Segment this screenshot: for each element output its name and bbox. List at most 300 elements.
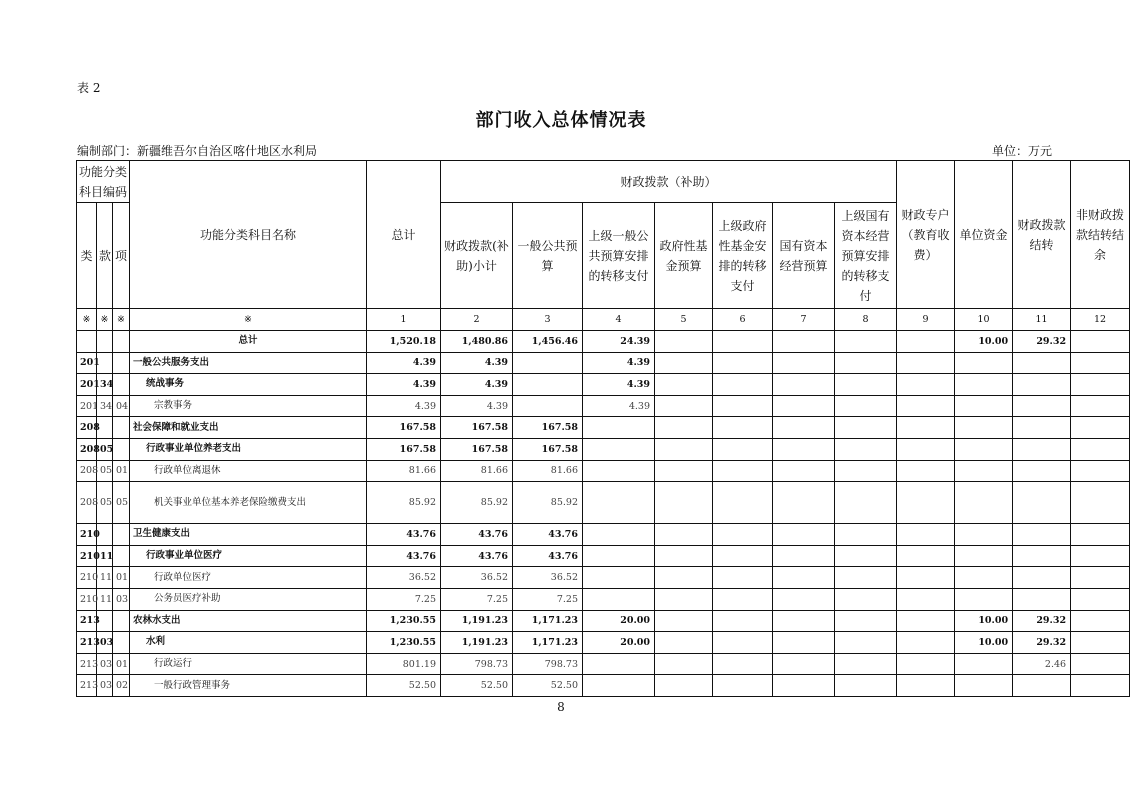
value-cell	[583, 588, 655, 610]
value-cell: 43.76	[367, 545, 441, 567]
value-cell	[835, 567, 897, 589]
value-cell: 7.25	[367, 588, 441, 610]
value-cell	[835, 460, 897, 482]
value-cell: 20.00	[583, 610, 655, 632]
value-cell	[1013, 417, 1071, 439]
value-cell	[955, 482, 1013, 524]
name-header: 功能分类科目名称	[130, 161, 367, 309]
value-cell	[1071, 374, 1130, 396]
lei-header: 类	[77, 203, 97, 309]
index-cell: 9	[897, 309, 955, 331]
xiang-cell: 01	[113, 567, 130, 589]
value-cell	[835, 524, 897, 546]
value-cell	[713, 675, 773, 697]
table-row	[77, 675, 1130, 697]
value-cell: 43.76	[367, 524, 441, 546]
value-cell	[835, 417, 897, 439]
value-cell: 52.50	[441, 675, 513, 697]
value-cell	[655, 567, 713, 589]
table-row	[77, 567, 1130, 589]
value-cell: 4.39	[441, 352, 513, 374]
page-number: 8	[557, 700, 565, 714]
value-cell	[1071, 331, 1130, 353]
value-cell	[773, 395, 835, 417]
kuan-cell: 11	[97, 588, 113, 610]
value-cell	[955, 653, 1013, 675]
value-cell	[713, 374, 773, 396]
table-row	[77, 331, 1130, 353]
value-cell: 2.46	[1013, 653, 1071, 675]
value-cell: 798.73	[513, 653, 583, 675]
value-cell: 43.76	[513, 545, 583, 567]
item-name-cell: 农林水支出	[130, 610, 367, 632]
value-cell	[655, 610, 713, 632]
value-cell	[835, 632, 897, 654]
value-cell	[1071, 675, 1130, 697]
item-name-cell: 社会保障和就业支出	[130, 417, 367, 439]
value-cell: 1,230.55	[367, 632, 441, 654]
index-cell: ※	[97, 309, 113, 331]
value-cell	[773, 417, 835, 439]
xiang-cell: 04	[113, 395, 130, 417]
item-name-cell: 行政事业单位养老支出	[130, 438, 367, 460]
value-cell: 52.50	[513, 675, 583, 697]
value-cell	[1071, 567, 1130, 589]
lei-cell: 213	[77, 653, 97, 675]
value-cell: 10.00	[955, 632, 1013, 654]
value-cell	[655, 460, 713, 482]
value-cell	[773, 675, 835, 697]
lei-cell: 210	[77, 524, 97, 546]
value-cell	[1013, 524, 1071, 546]
value-cell	[583, 545, 655, 567]
kuan-cell: 03	[97, 632, 113, 654]
value-cell: 167.58	[441, 438, 513, 460]
value-cell	[583, 567, 655, 589]
value-cell: 10.00	[955, 331, 1013, 353]
table-row	[77, 352, 1130, 374]
value-cell	[897, 460, 955, 482]
xiang-cell: 05	[113, 482, 130, 524]
table-row	[77, 610, 1130, 632]
value-cell: 43.76	[441, 524, 513, 546]
index-cell: 3	[513, 309, 583, 331]
item-name-cell: 公务员医疗补助	[130, 588, 367, 610]
value-cell: 1,191.23	[441, 610, 513, 632]
xiang-cell	[113, 352, 130, 374]
value-cell	[1071, 417, 1130, 439]
value-cell	[1013, 588, 1071, 610]
value-cell: 52.50	[367, 675, 441, 697]
value-cell: 4.39	[367, 395, 441, 417]
value-cell	[773, 567, 835, 589]
item-name-cell: 水利	[130, 632, 367, 654]
index-cell: 10	[955, 309, 1013, 331]
index-cell: 8	[835, 309, 897, 331]
value-cell: 167.58	[367, 438, 441, 460]
value-cell: 7.25	[513, 588, 583, 610]
lei-cell: 208	[77, 417, 97, 439]
item-name-cell: 行政事业单位医疗	[130, 545, 367, 567]
value-cell	[897, 482, 955, 524]
value-cell	[897, 438, 955, 460]
xiang-cell: 01	[113, 653, 130, 675]
xiang-cell	[113, 524, 130, 546]
value-cell: 43.76	[441, 545, 513, 567]
state-capital-header: 国有资本经营预算	[773, 203, 835, 309]
lei-cell: 213	[77, 675, 97, 697]
value-cell	[1071, 632, 1130, 654]
kuan-cell: 34	[97, 395, 113, 417]
value-cell	[583, 524, 655, 546]
value-cell	[1071, 460, 1130, 482]
value-cell	[955, 545, 1013, 567]
value-cell: 167.58	[513, 438, 583, 460]
value-cell	[583, 460, 655, 482]
xiang-cell	[113, 374, 130, 396]
value-cell	[955, 395, 1013, 417]
value-cell	[955, 675, 1013, 697]
value-cell: 10.00	[955, 610, 1013, 632]
value-cell	[1013, 374, 1071, 396]
value-cell	[835, 395, 897, 417]
value-cell	[773, 331, 835, 353]
lei-cell: 213	[77, 610, 97, 632]
kuan-cell: 03	[97, 653, 113, 675]
value-cell	[897, 374, 955, 396]
value-cell	[655, 653, 713, 675]
xiang-header: 项	[113, 203, 130, 309]
fiscal-subtotal-header: 财政拨款(补助)小计	[441, 203, 513, 309]
value-cell: 20.00	[583, 632, 655, 654]
value-cell	[955, 524, 1013, 546]
value-cell	[1013, 675, 1071, 697]
value-cell: 4.39	[441, 374, 513, 396]
value-cell: 798.73	[441, 653, 513, 675]
value-cell	[1071, 482, 1130, 524]
value-cell: 167.58	[367, 417, 441, 439]
value-cell: 81.66	[367, 460, 441, 482]
lei-cell: 213	[77, 632, 97, 654]
value-cell: 4.39	[367, 352, 441, 374]
value-cell	[897, 567, 955, 589]
xiang-cell	[113, 545, 130, 567]
xiang-cell	[113, 632, 130, 654]
value-cell	[1071, 438, 1130, 460]
value-cell	[955, 352, 1013, 374]
value-cell	[773, 588, 835, 610]
value-cell	[713, 417, 773, 439]
lei-cell: 201	[77, 374, 97, 396]
value-cell	[713, 588, 773, 610]
value-cell	[1071, 545, 1130, 567]
table-number: 表 2	[77, 81, 101, 95]
value-cell	[773, 610, 835, 632]
index-cell: 6	[713, 309, 773, 331]
value-cell	[1071, 653, 1130, 675]
value-cell	[955, 588, 1013, 610]
value-cell	[655, 675, 713, 697]
value-cell	[513, 395, 583, 417]
lei-cell	[77, 331, 97, 353]
value-cell	[897, 395, 955, 417]
value-cell	[713, 438, 773, 460]
value-cell	[835, 675, 897, 697]
index-cell: ※	[130, 309, 367, 331]
value-cell	[955, 438, 1013, 460]
value-cell: 36.52	[367, 567, 441, 589]
unit-label: 单位：万元	[991, 144, 1052, 158]
value-cell	[773, 524, 835, 546]
value-cell	[1013, 460, 1071, 482]
kuan-cell: 11	[97, 545, 113, 567]
value-cell: 801.19	[367, 653, 441, 675]
lei-cell: 210	[77, 545, 97, 567]
lei-cell: 201	[77, 395, 97, 417]
value-cell	[583, 675, 655, 697]
value-cell: 81.66	[441, 460, 513, 482]
index-cell: 1	[367, 309, 441, 331]
value-cell	[513, 374, 583, 396]
value-cell	[655, 331, 713, 353]
value-cell	[513, 352, 583, 374]
value-cell	[655, 417, 713, 439]
lei-cell: 208	[77, 482, 97, 524]
fiscal-carryover-header: 财政拨款结转	[1013, 161, 1071, 309]
value-cell	[713, 567, 773, 589]
value-cell	[835, 438, 897, 460]
xiang-cell: 03	[113, 588, 130, 610]
value-cell	[655, 545, 713, 567]
value-cell	[1013, 438, 1071, 460]
item-name-cell: 宗教事务	[130, 395, 367, 417]
value-cell	[1071, 524, 1130, 546]
value-cell	[835, 610, 897, 632]
value-cell	[897, 331, 955, 353]
item-name-cell: 总计	[130, 331, 367, 353]
value-cell	[713, 482, 773, 524]
upper-state-capital-transfer-header: 上级国有资本经营预算安排的转移支付	[835, 203, 897, 309]
value-cell	[835, 482, 897, 524]
value-cell: 1,456.46	[513, 331, 583, 353]
item-name-cell: 卫生健康支出	[130, 524, 367, 546]
value-cell	[583, 653, 655, 675]
value-cell: 24.39	[583, 331, 655, 353]
value-cell	[955, 417, 1013, 439]
kuan-cell: 05	[97, 438, 113, 460]
table-row	[77, 524, 1130, 546]
kuan-cell: 05	[97, 482, 113, 524]
value-cell: 1,171.23	[513, 610, 583, 632]
value-cell	[955, 460, 1013, 482]
xiang-cell	[113, 438, 130, 460]
value-cell	[583, 482, 655, 524]
value-cell: 1,191.23	[441, 632, 513, 654]
value-cell	[897, 632, 955, 654]
value-cell	[655, 438, 713, 460]
income-table	[76, 160, 1130, 697]
value-cell	[897, 675, 955, 697]
fiscal-group-header: 财政拨款（补助）	[441, 161, 897, 203]
table-row	[77, 588, 1130, 610]
table-row	[77, 653, 1130, 675]
lei-cell: 201	[77, 352, 97, 374]
xiang-cell	[113, 331, 130, 353]
item-name-cell: 行政运行	[130, 653, 367, 675]
kuan-cell: 03	[97, 675, 113, 697]
value-cell	[655, 588, 713, 610]
value-cell	[713, 632, 773, 654]
value-cell: 85.92	[513, 482, 583, 524]
item-name-cell: 行政单位医疗	[130, 567, 367, 589]
xiang-cell: 02	[113, 675, 130, 697]
value-cell	[835, 545, 897, 567]
table-row	[77, 460, 1130, 482]
value-cell	[1013, 482, 1071, 524]
page-title: 部门收入总体情况表	[475, 110, 647, 131]
value-cell: 29.32	[1013, 610, 1071, 632]
index-cell: 12	[1071, 309, 1130, 331]
value-cell	[897, 610, 955, 632]
table-row	[77, 632, 1130, 654]
value-cell	[897, 653, 955, 675]
kuan-cell	[97, 331, 113, 353]
kuan-header: 款	[97, 203, 113, 309]
item-name-cell: 一般公共服务支出	[130, 352, 367, 374]
value-cell	[835, 588, 897, 610]
item-name-cell: 行政单位离退休	[130, 460, 367, 482]
value-cell	[773, 352, 835, 374]
value-cell	[773, 460, 835, 482]
value-cell	[655, 395, 713, 417]
table-row	[77, 417, 1130, 439]
value-cell	[773, 653, 835, 675]
index-cell: 7	[773, 309, 835, 331]
value-cell	[713, 545, 773, 567]
value-cell: 7.25	[441, 588, 513, 610]
lei-cell: 210	[77, 567, 97, 589]
item-name-cell: 统战事务	[130, 374, 367, 396]
lei-cell: 210	[77, 588, 97, 610]
value-cell	[835, 653, 897, 675]
upper-general-transfer-header: 上级一般公共预算安排的转移支付	[583, 203, 655, 309]
value-cell	[1071, 352, 1130, 374]
value-cell: 167.58	[441, 417, 513, 439]
value-cell	[1013, 567, 1071, 589]
value-cell	[773, 545, 835, 567]
value-cell	[1013, 395, 1071, 417]
department-label: 编制部门：新疆维吾尔自治区喀什地区水利局	[77, 144, 318, 158]
kuan-cell: 11	[97, 567, 113, 589]
value-cell	[655, 482, 713, 524]
value-cell	[897, 417, 955, 439]
table-row	[77, 374, 1130, 396]
value-cell: 4.39	[367, 374, 441, 396]
kuan-cell: 34	[97, 374, 113, 396]
value-cell: 29.32	[1013, 632, 1071, 654]
value-cell	[897, 545, 955, 567]
value-cell	[713, 331, 773, 353]
value-cell	[773, 374, 835, 396]
value-cell: 1,480.86	[441, 331, 513, 353]
value-cell: 81.66	[513, 460, 583, 482]
value-cell	[713, 653, 773, 675]
value-cell: 85.92	[367, 482, 441, 524]
value-cell	[835, 352, 897, 374]
kuan-cell: 05	[97, 460, 113, 482]
index-row	[77, 309, 1130, 331]
value-cell	[835, 331, 897, 353]
table-row	[77, 482, 1130, 524]
value-cell	[773, 438, 835, 460]
value-cell	[713, 395, 773, 417]
lei-cell: 208	[77, 460, 97, 482]
value-cell	[1071, 610, 1130, 632]
value-cell	[713, 610, 773, 632]
unit-funds-header: 单位资金	[955, 161, 1013, 309]
value-cell	[655, 632, 713, 654]
value-cell	[583, 438, 655, 460]
value-cell: 36.52	[441, 567, 513, 589]
value-cell	[897, 352, 955, 374]
code-group-header: 功能分类科目编码	[77, 161, 130, 203]
xiang-cell	[113, 610, 130, 632]
value-cell	[655, 352, 713, 374]
value-cell	[655, 524, 713, 546]
value-cell	[655, 374, 713, 396]
total-header: 总计	[367, 161, 441, 309]
xiang-cell: 01	[113, 460, 130, 482]
lei-cell: 208	[77, 438, 97, 460]
index-cell: 2	[441, 309, 513, 331]
index-cell: ※	[113, 309, 130, 331]
value-cell	[773, 632, 835, 654]
item-name-cell: 机关事业单位基本养老保险缴费支出	[130, 482, 367, 524]
general-budget-header: 一般公共预算	[513, 203, 583, 309]
value-cell: 4.39	[583, 374, 655, 396]
value-cell	[955, 567, 1013, 589]
value-cell: 43.76	[513, 524, 583, 546]
value-cell	[713, 524, 773, 546]
index-cell: 4	[583, 309, 655, 331]
value-cell	[897, 588, 955, 610]
value-cell	[1013, 352, 1071, 374]
value-cell	[773, 482, 835, 524]
upper-gov-fund-transfer-header: 上级政府性基金安排的转移支付	[713, 203, 773, 309]
index-cell: 11	[1013, 309, 1071, 331]
value-cell: 1,230.55	[367, 610, 441, 632]
value-cell: 4.39	[583, 395, 655, 417]
value-cell	[1013, 545, 1071, 567]
gov-fund-header: 政府性基金预算	[655, 203, 713, 309]
value-cell: 167.58	[513, 417, 583, 439]
xiang-cell	[113, 417, 130, 439]
table-row	[77, 395, 1130, 417]
value-cell	[1071, 395, 1130, 417]
value-cell	[713, 460, 773, 482]
value-cell: 36.52	[513, 567, 583, 589]
fiscal-account-header: 财政专户（教育收费）	[897, 161, 955, 309]
table-row	[77, 545, 1130, 567]
value-cell: 85.92	[441, 482, 513, 524]
value-cell: 1,171.23	[513, 632, 583, 654]
index-cell: 5	[655, 309, 713, 331]
value-cell: 4.39	[583, 352, 655, 374]
index-cell: ※	[77, 309, 97, 331]
value-cell	[835, 374, 897, 396]
value-cell: 4.39	[441, 395, 513, 417]
nonfiscal-carryover-header: 非财政拨款结转结余	[1071, 161, 1130, 309]
